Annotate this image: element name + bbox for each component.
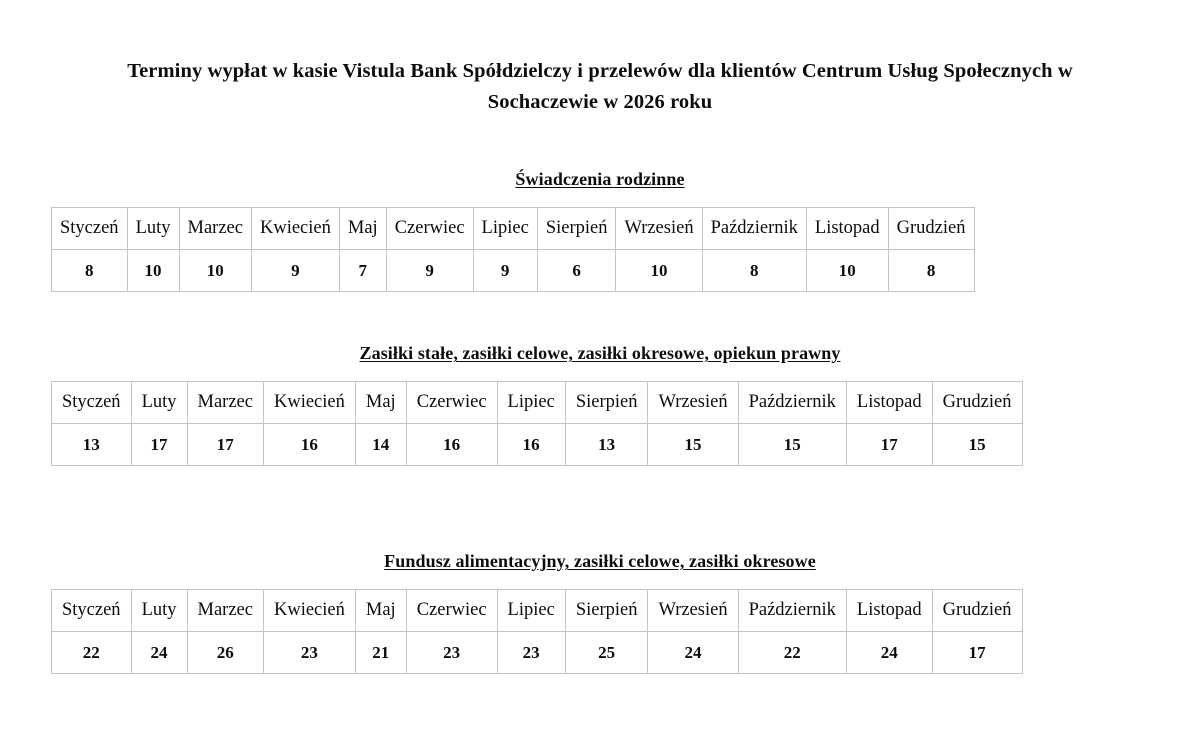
table-row bbox=[52, 250, 975, 292]
column-header-month: Wrzesień bbox=[648, 590, 738, 632]
payment-day-cell: 10 bbox=[179, 250, 251, 292]
column-header-month: Grudzień bbox=[932, 382, 1022, 424]
column-header-month: Styczeń bbox=[52, 382, 132, 424]
payment-day-cell: 8 bbox=[888, 250, 974, 292]
table-header-row bbox=[52, 382, 1023, 424]
payment-dates-table-1 bbox=[51, 207, 975, 292]
payment-day-cell: 13 bbox=[565, 424, 648, 466]
payment-day-cell: 9 bbox=[386, 250, 473, 292]
column-header-month: Sierpień bbox=[537, 208, 616, 250]
column-header-month: Lipiec bbox=[497, 590, 565, 632]
column-header-month: Wrzesień bbox=[616, 208, 702, 250]
column-header-month: Wrzesień bbox=[648, 382, 738, 424]
column-header-month: Sierpień bbox=[565, 590, 648, 632]
payment-day-cell: 25 bbox=[565, 632, 648, 674]
table-header-row bbox=[52, 590, 1023, 632]
payment-day-cell: 14 bbox=[355, 424, 406, 466]
column-header-month: Luty bbox=[131, 382, 187, 424]
column-header-month: Lipiec bbox=[473, 208, 537, 250]
column-header-month: Maj bbox=[355, 382, 406, 424]
column-header-month: Lipiec bbox=[497, 382, 565, 424]
column-header-month: Grudzień bbox=[932, 590, 1022, 632]
payment-day-cell: 22 bbox=[52, 632, 132, 674]
payment-day-cell: 16 bbox=[497, 424, 565, 466]
payment-day-cell: 23 bbox=[406, 632, 497, 674]
payment-dates-table-3 bbox=[51, 589, 1023, 674]
payment-day-cell: 6 bbox=[537, 250, 616, 292]
payment-day-cell: 15 bbox=[738, 424, 846, 466]
column-header-month: Październik bbox=[738, 590, 846, 632]
column-header-month: Listopad bbox=[846, 590, 932, 632]
payment-day-cell: 17 bbox=[932, 632, 1022, 674]
column-header-month: Kwiecień bbox=[263, 590, 355, 632]
column-header-month: Listopad bbox=[806, 208, 888, 250]
column-header-month: Maj bbox=[339, 208, 386, 250]
payment-day-cell: 17 bbox=[131, 424, 187, 466]
page-title: Terminy wypłat w kasie Vistula Bank Spółdzielczy i przelewów dla klientów Centrum Usług Społecznych w Sochaczewie w 2026 roku bbox=[127, 60, 1073, 113]
column-header-month: Maj bbox=[355, 590, 406, 632]
column-header-month: Luty bbox=[131, 590, 187, 632]
payment-day-cell: 8 bbox=[52, 250, 128, 292]
column-header-month: Kwiecień bbox=[263, 382, 355, 424]
section-heading-zasilki-stale: Zasiłki stałe, zasiłki celowe, zasiłki okresowe, opiekun prawny bbox=[359, 343, 841, 363]
payment-day-cell: 16 bbox=[406, 424, 497, 466]
column-header-month: Styczeń bbox=[52, 590, 132, 632]
payment-day-cell: 13 bbox=[52, 424, 132, 466]
payment-day-cell: 24 bbox=[846, 632, 932, 674]
column-header-month: Marzec bbox=[187, 382, 263, 424]
payment-day-cell: 10 bbox=[806, 250, 888, 292]
column-header-month: Marzec bbox=[179, 208, 251, 250]
column-header-month: Październik bbox=[738, 382, 846, 424]
column-header-month: Grudzień bbox=[888, 208, 974, 250]
column-header-month: Styczeń bbox=[52, 208, 128, 250]
payment-day-cell: 9 bbox=[473, 250, 537, 292]
payment-day-cell: 21 bbox=[355, 632, 406, 674]
table-row bbox=[52, 632, 1023, 674]
column-header-month: Październik bbox=[702, 208, 806, 250]
payment-day-cell: 17 bbox=[846, 424, 932, 466]
column-header-month: Sierpień bbox=[565, 382, 648, 424]
column-header-month: Marzec bbox=[187, 590, 263, 632]
payment-day-cell: 17 bbox=[187, 424, 263, 466]
section-heading-swiadczenia-rodzinne: Świadczenia rodzinne bbox=[515, 169, 685, 189]
payment-day-cell: 23 bbox=[263, 632, 355, 674]
column-header-month: Luty bbox=[127, 208, 179, 250]
payment-day-cell: 8 bbox=[702, 250, 806, 292]
payment-day-cell: 22 bbox=[738, 632, 846, 674]
payment-day-cell: 16 bbox=[263, 424, 355, 466]
payment-day-cell: 23 bbox=[497, 632, 565, 674]
column-header-month: Czerwiec bbox=[406, 590, 497, 632]
payment-day-cell: 26 bbox=[187, 632, 263, 674]
column-header-month: Listopad bbox=[846, 382, 932, 424]
column-header-month: Kwiecień bbox=[251, 208, 339, 250]
payment-day-cell: 9 bbox=[251, 250, 339, 292]
payment-day-cell: 7 bbox=[339, 250, 386, 292]
column-header-month: Czerwiec bbox=[386, 208, 473, 250]
payment-day-cell: 24 bbox=[131, 632, 187, 674]
payment-day-cell: 10 bbox=[127, 250, 179, 292]
payment-day-cell: 15 bbox=[932, 424, 1022, 466]
payment-day-cell: 10 bbox=[616, 250, 702, 292]
table-row bbox=[52, 424, 1023, 466]
section-heading-fundusz-alimentacyjny: Fundusz alimentacyjny, zasiłki celowe, zasiłki okresowe bbox=[384, 551, 816, 571]
column-header-month: Czerwiec bbox=[406, 382, 497, 424]
payment-day-cell: 15 bbox=[648, 424, 738, 466]
payment-dates-table-2 bbox=[51, 381, 1023, 466]
payment-day-cell: 24 bbox=[648, 632, 738, 674]
table-header-row bbox=[52, 208, 975, 250]
